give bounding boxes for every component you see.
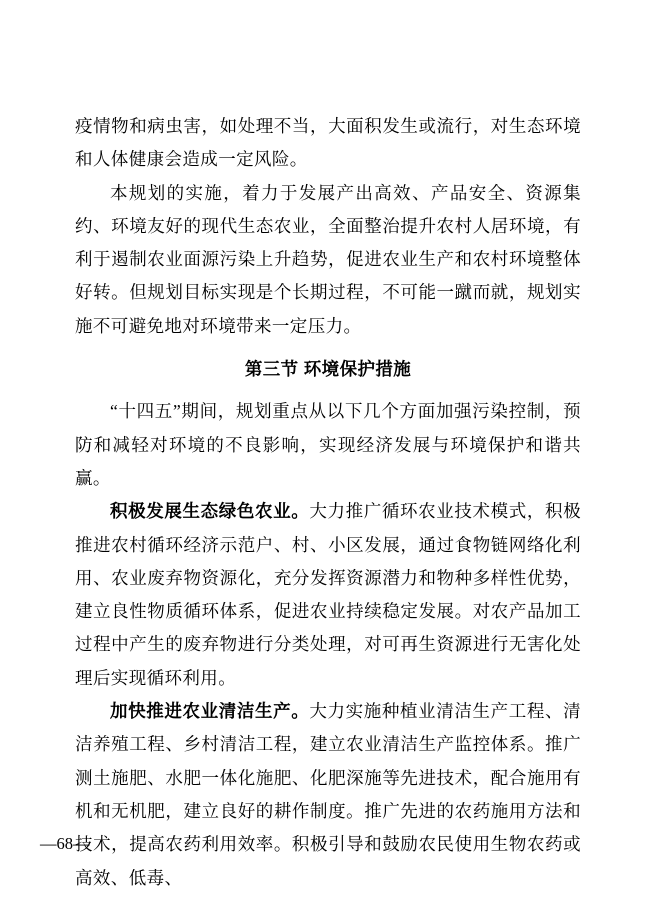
paragraph-text: 大力推广循环农业技术模式，积极推进农村循环经济示范户、村、小区发展，通过食物链网络化利用、农业废弃物资源化，充分发挥资源潜力和物种多样性优势，建立良性物质循环体系，促进农业持续稳定发展。对农产品加工过程中产生的废弃物进行分类处理，对可再生资源进行无害化处理后实现循环利用。 <box>75 501 582 688</box>
paragraph: 疫情物和病虫害，如处理不当，大面积发生或流行，对生态环境和人体健康会造成一定风险。 <box>75 116 581 170</box>
document-body <box>75 110 581 895</box>
paragraph-lead: 加快推进农业清洁生产。 <box>110 701 310 722</box>
paragraph <box>75 695 581 895</box>
section-heading: 第三节 环境保护措施 <box>244 359 412 380</box>
paragraph-text: 大力实施种植业清洁生产工程、清洁养殖工程、乡村清洁工程，建立农业清洁生产监控体系。推广测土施肥、水肥一体化施肥、化肥深施等先进技术，配合施用有机和无机肥，建立良好的耕作制度。推广先进的农药施用方法和技术，提高农药利用效率。积极引导和鼓励农民使用生物农药或高效、低毒、 <box>75 701 582 888</box>
paragraph: “十四五”期间，规划重点从以下几个方面加强污染控制，预防和减轻对环境的不良影响，实现经济发展与环境保护和谐共赢。 <box>75 401 581 488</box>
paragraph: 本规划的实施，着力于发展产出高效、产品安全、资源集约、环境友好的现代生态农业，全面整治提升农村人居环境，有利于遏制农业面源污染上升趋势，促进农业生产和农村环境整体好转。但规划目标实现是个长期过程，不可能一蹴而就，规划实施不可避免地对环境带来一定压力。 <box>75 182 581 336</box>
paragraph-lead: 积极发展生态绿色农业。 <box>110 501 310 522</box>
paragraph <box>75 495 581 695</box>
page-number: —68— <box>40 834 90 853</box>
